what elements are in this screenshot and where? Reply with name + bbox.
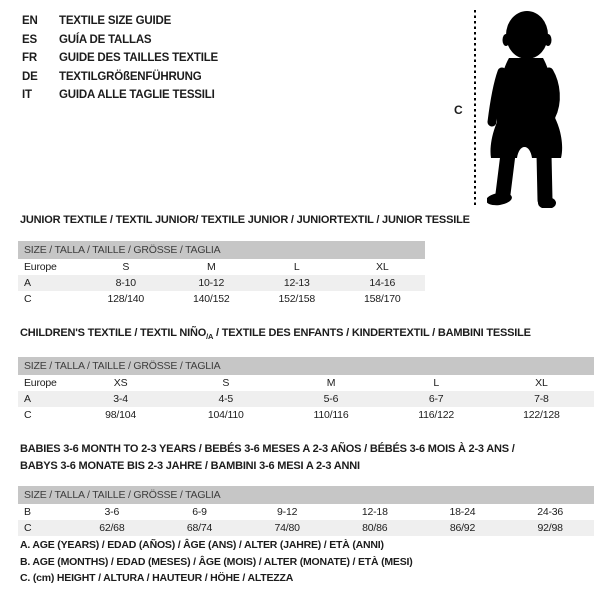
language-code: IT: [22, 89, 32, 101]
table-row: [18, 291, 425, 307]
size-tables-section: [18, 212, 594, 554]
size-table: [18, 357, 594, 423]
language-row: [22, 68, 218, 87]
table-row: [18, 375, 594, 391]
table-title-line: [20, 325, 594, 346]
table-title-line: [20, 441, 594, 458]
table-head: [18, 241, 425, 259]
size-header-cell: SIZE / TALLA / TAILLE / GRÖSSE / TAGLIA: [18, 486, 594, 504]
value-cell: XL: [376, 260, 389, 273]
value-cell: 116/122: [418, 409, 455, 422]
row-label-cell: Europe: [24, 377, 57, 390]
table-row: [18, 520, 594, 536]
footnote-line: B. AGE (MONTHS) / EDAD (MESES) / ÂGE (MOIS) / ALTER (MONATE) / ETÀ (MESI): [20, 555, 413, 568]
value-cell: 74/80: [274, 522, 300, 535]
value-cell: S: [122, 260, 130, 273]
measure-line-label: C: [454, 103, 463, 117]
value-cell: 3-6: [104, 506, 120, 519]
table-title: [20, 325, 594, 346]
value-cell: 128/140: [107, 292, 145, 305]
value-cell: 158/170: [363, 292, 401, 305]
value-cell: 104/110: [207, 409, 244, 422]
value-cell: 6-9: [192, 506, 207, 519]
value-cell: L: [433, 377, 439, 390]
language-row: [22, 12, 218, 31]
language-code: DE: [22, 70, 38, 83]
height-measure-dashed-line: [474, 10, 476, 207]
table-row: [18, 407, 594, 423]
language-code: FR: [22, 52, 37, 64]
language-row: [22, 49, 218, 68]
value-cell: 4-5: [218, 393, 234, 406]
table-row: [18, 391, 594, 407]
footnote-line: A. AGE (YEARS) / EDAD (AÑOS) / ÂGE (ANS) / ALTER (JAHRE) / ETÀ (ANNI): [20, 539, 384, 551]
value-cell: 140/152: [192, 292, 230, 305]
value-cell: 5-6: [323, 393, 339, 406]
table-row: [18, 275, 425, 291]
value-cell: 10-12: [198, 276, 225, 289]
size-table-block: [18, 212, 594, 307]
table-head: [18, 486, 594, 504]
value-cell: XS: [113, 377, 128, 390]
language-code: ES: [22, 33, 37, 46]
value-cell: XL: [535, 377, 548, 390]
value-cell: 18-24: [449, 506, 476, 519]
footnote-list: [20, 537, 413, 587]
value-cell: 122/128: [523, 409, 560, 422]
toddler-silhouette-shapes: [487, 11, 562, 208]
language-title: TEXTILGRÖßENFÜHRUNG: [59, 70, 202, 83]
row-label-cell: Europe: [24, 260, 57, 273]
value-cell: 62/68: [99, 522, 125, 535]
size-header-row: [18, 241, 425, 259]
language-title: TEXTILE SIZE GUIDE: [59, 15, 172, 27]
language-title: GUIDE DES TAILLES TEXTILE: [59, 52, 218, 64]
size-table: [18, 241, 425, 307]
table-title: [20, 441, 594, 474]
row-label-cell: C: [24, 522, 32, 535]
size-table: [18, 486, 594, 536]
language-title: GUIDA ALLE TAGLIE TESSILI: [59, 89, 215, 101]
title-text: CHILDREN'S TEXTILE / TEXTIL NIÑO: [20, 326, 207, 339]
value-cell: 98/104: [105, 409, 137, 422]
value-cell: 80/86: [362, 522, 388, 535]
toddler-silhouette-icon: [487, 8, 567, 208]
row-label-cell: C: [24, 409, 32, 422]
value-cell: 7-8: [534, 393, 549, 406]
value-cell: 3-4: [113, 393, 128, 406]
language-row: [22, 86, 218, 105]
language-row: [22, 31, 218, 50]
language-code: EN: [22, 15, 38, 27]
table-title: [20, 212, 594, 229]
value-cell: 152/158: [278, 292, 316, 305]
value-cell: L: [293, 260, 300, 273]
title-text: JUNIOR TEXTILE / TEXTIL JUNIOR/ TEXTILE JUNIOR / JUNIORTEXTIL / JUNIOR TESSILE: [20, 214, 470, 226]
title-text: BABIES 3-6 MONTH TO 2-3 YEARS / BEBÉS 3-6 MESES A 2-3 AÑOS / BÉBÉS 3-6 MOIS À 2-3 ANS /: [20, 443, 515, 456]
size-table-block: [18, 325, 594, 424]
table-title-line: [20, 458, 594, 475]
title-text: / TEXTILE DES ENFANTS / KINDERTEXTIL / BAMBINI TESSILE: [213, 326, 531, 339]
size-header-row: [18, 357, 594, 375]
size-header-cell: SIZE / TALLA / TAILLE / GRÖSSE / TAGLIA: [18, 357, 594, 375]
size-header-cell: SIZE / TALLA / TAILLE / GRÖSSE / TAGLIA: [18, 241, 425, 259]
language-list: [22, 12, 218, 105]
size-header-row: [18, 486, 594, 504]
row-label-cell: C: [24, 292, 32, 305]
value-cell: S: [222, 377, 230, 390]
row-label-cell: A: [24, 393, 31, 406]
row-label-cell: B: [24, 506, 31, 519]
value-cell: 6-7: [428, 393, 444, 406]
value-cell: 14-16: [369, 276, 396, 289]
value-cell: 92/98: [537, 522, 563, 535]
table-body: [18, 375, 594, 423]
value-cell: 9-12: [277, 506, 298, 519]
title-subscript: /A: [206, 331, 214, 341]
table-title-line: [20, 212, 594, 229]
value-cell: 110/116: [313, 409, 349, 422]
value-cell: M: [326, 377, 336, 390]
value-cell: M: [206, 260, 216, 273]
value-cell: 12-18: [361, 506, 388, 519]
footnote-line: C. (cm) HEIGHT / ALTURA / HAUTEUR / HÖHE / ALTEZZA: [20, 572, 294, 584]
value-cell: 86/92: [449, 522, 476, 535]
language-title: GUÍA DE TALLAS: [59, 33, 152, 46]
table-body: [18, 259, 425, 307]
table-body: [18, 504, 594, 536]
value-cell: 8-10: [115, 276, 136, 289]
title-text: BABYS 3-6 MONATE BIS 2-3 JAHRE / BAMBINI 3-6 MESI A 2-3 ANNI: [20, 459, 360, 472]
value-cell: 24-36: [537, 506, 564, 519]
table-row: [18, 504, 594, 520]
value-cell: 68/74: [186, 522, 213, 535]
value-cell: 12-13: [283, 276, 310, 289]
table-row: [18, 259, 425, 275]
row-label-cell: A: [24, 276, 31, 289]
size-table-block: [18, 441, 594, 536]
table-head: [18, 357, 594, 375]
